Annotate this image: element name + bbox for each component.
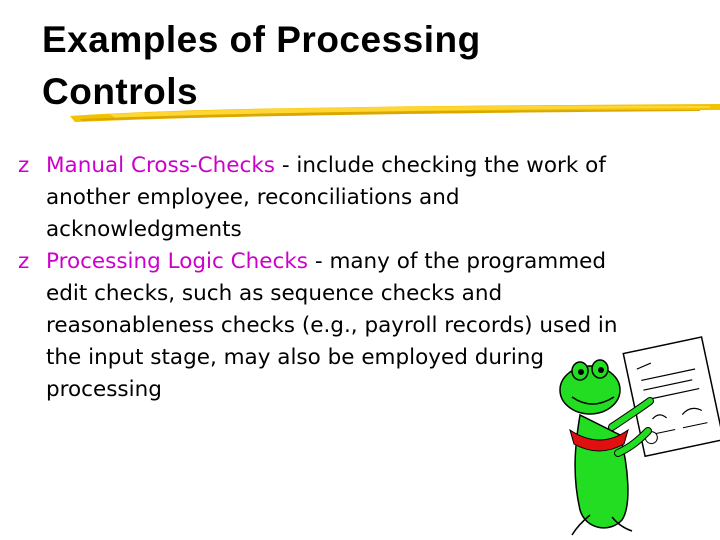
bullet-marker: z <box>18 249 30 274</box>
bullet-marker: z <box>18 153 30 178</box>
bullet-term: Manual Cross-Checks <box>46 153 275 178</box>
bullet-processing-logic-checks <box>18 246 638 406</box>
bullet-text: - include checking the work of another employee, reconciliations and acknowledgments <box>46 153 606 242</box>
bullet-text: - many of the programmed edit checks, such as sequence checks and reasonableness checks (e.g., payroll records) used in the input stage, may also be employed during processing <box>46 249 618 402</box>
title-underline-brush <box>70 98 720 128</box>
slide-title: Examples of Processing Controls <box>42 19 481 112</box>
bullet-list <box>18 150 638 406</box>
bullet-manual-cross-checks <box>18 150 638 246</box>
bullet-term: Processing Logic Checks <box>46 249 309 274</box>
frog-holding-document-icon <box>550 335 720 540</box>
